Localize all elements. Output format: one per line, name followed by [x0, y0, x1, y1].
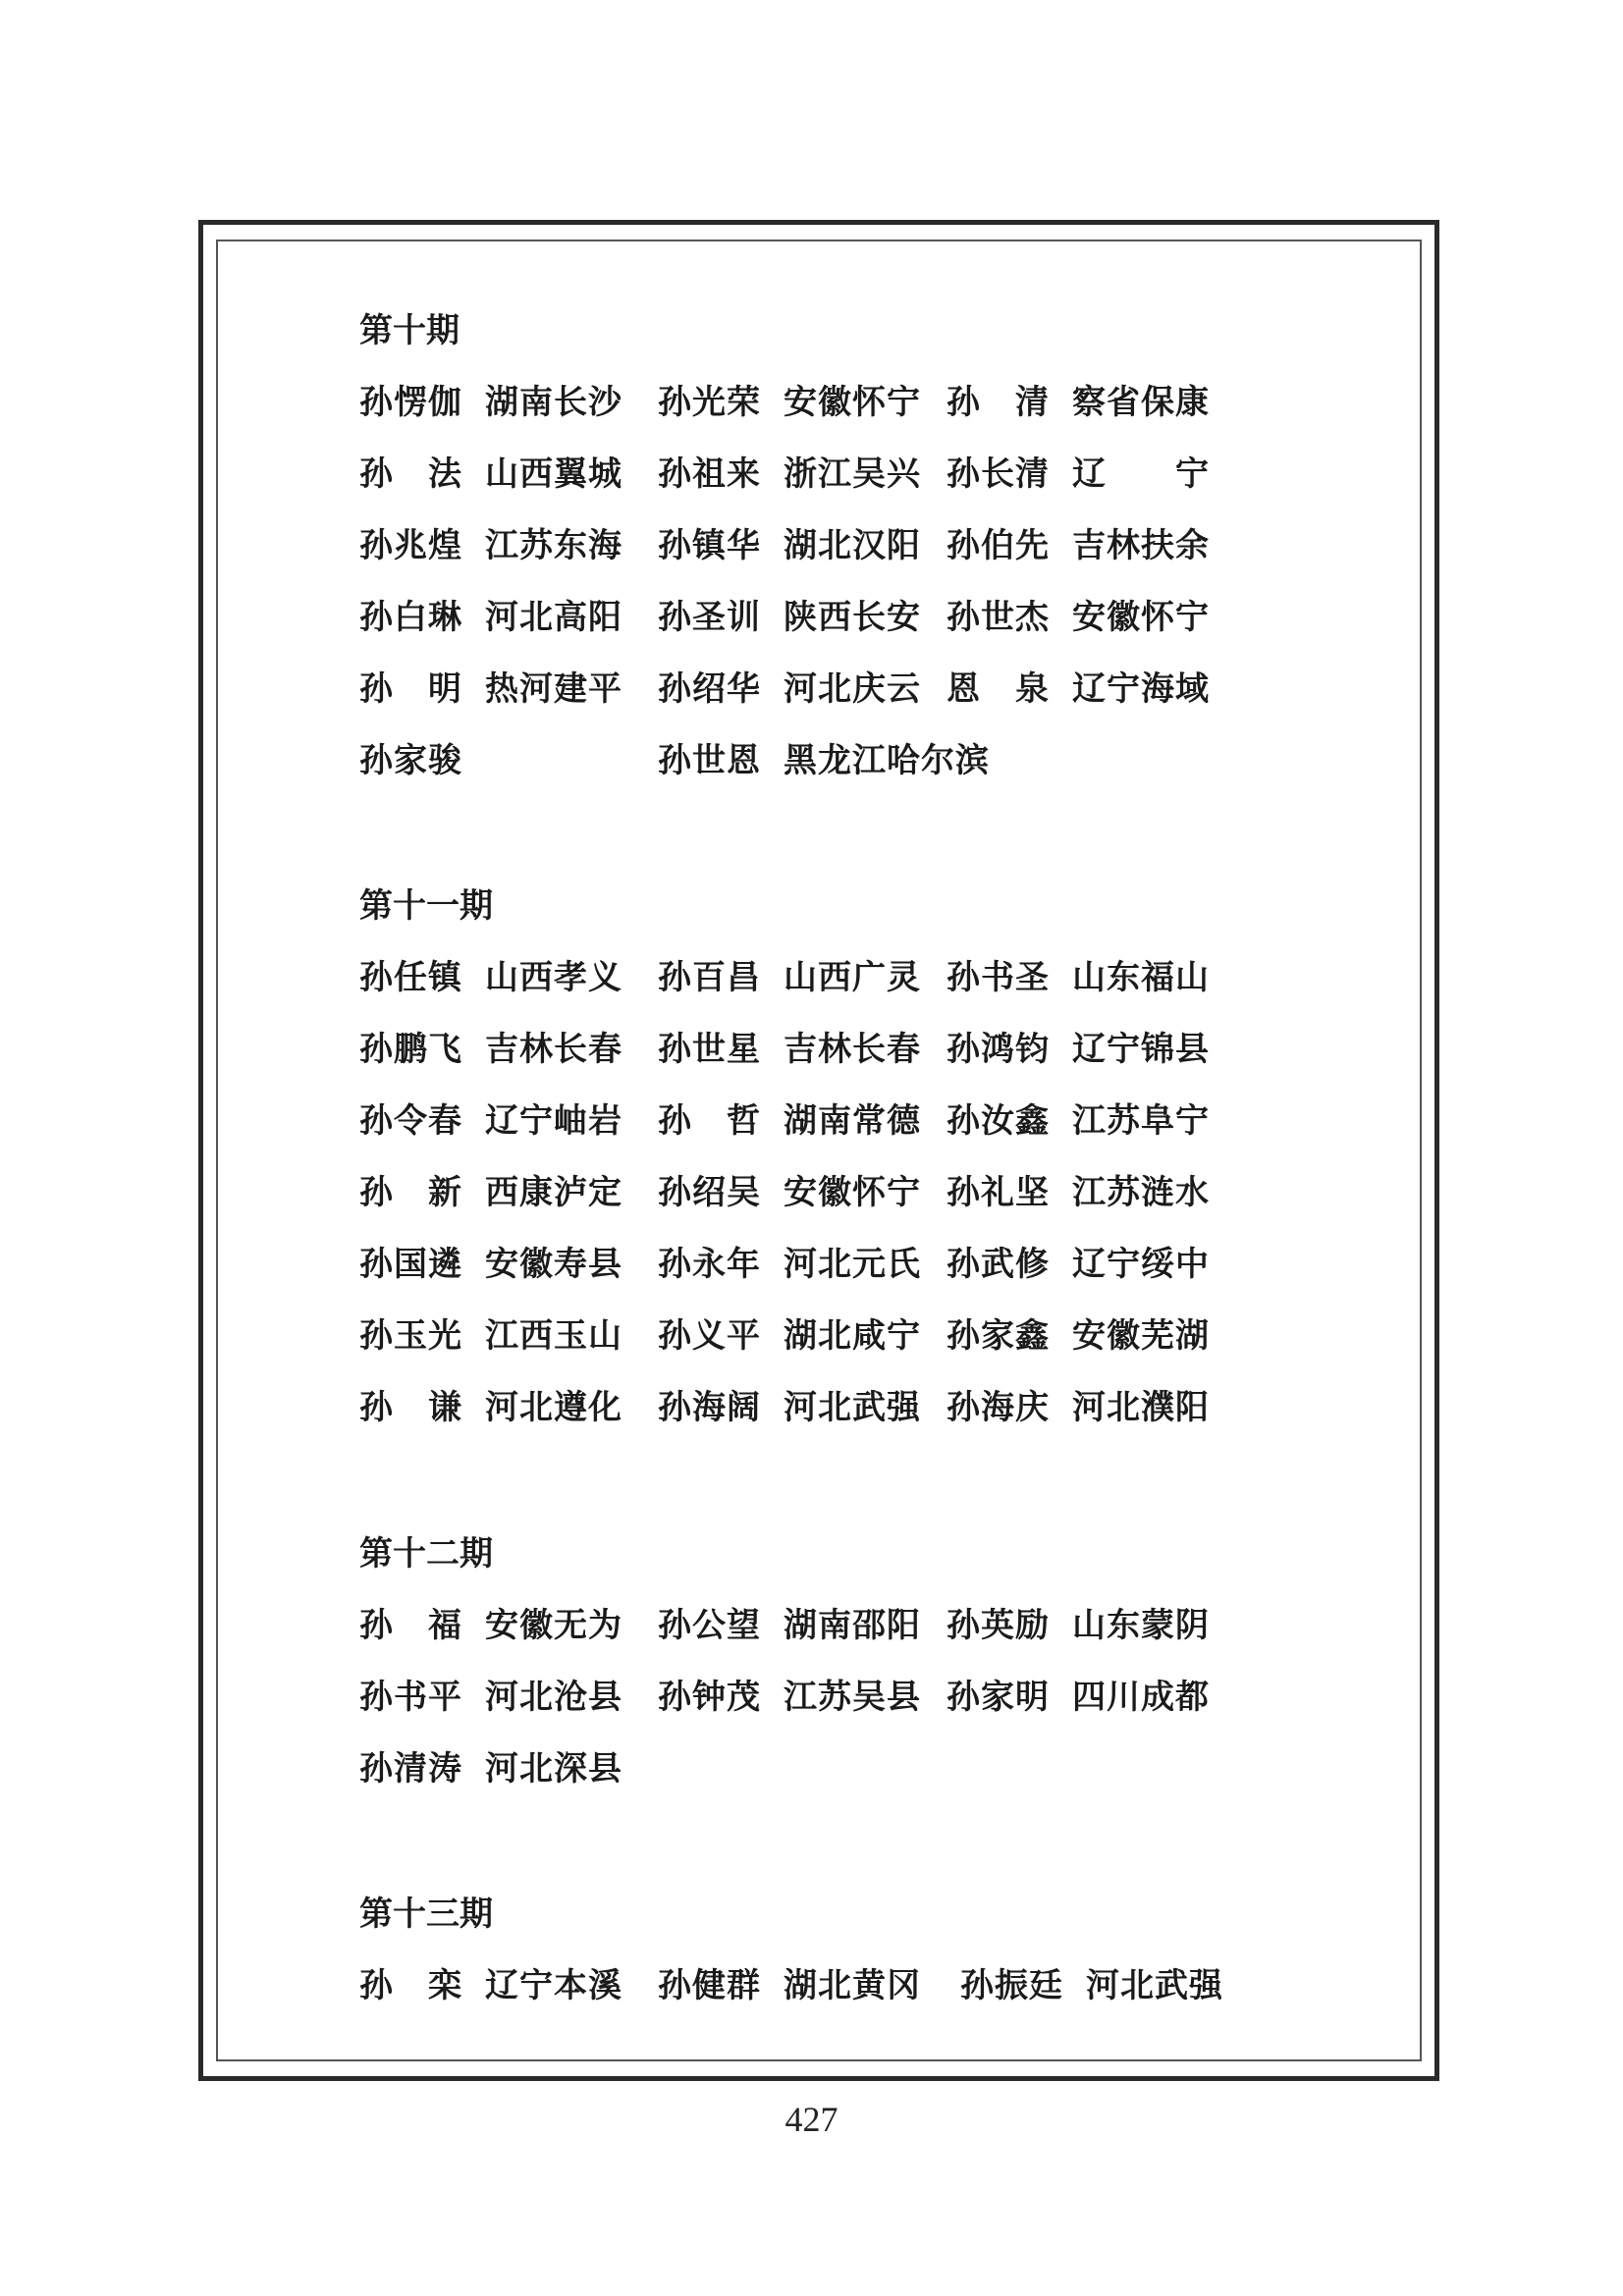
person-name: 孙清涛 [359, 1749, 462, 1789]
hometown: 西康泸定 [485, 1173, 622, 1212]
person-name: 孙 法 [359, 454, 462, 494]
hometown: 山西广灵 [784, 958, 921, 997]
roster-entry [947, 1229, 1210, 1301]
hometown: 河北沧县 [485, 1678, 622, 1717]
roster-entry [658, 725, 990, 797]
hometown: 安徽无为 [485, 1606, 622, 1645]
hometown: 陕西长安 [784, 598, 921, 637]
hometown: 湖南常德 [784, 1101, 921, 1141]
roster-row [359, 1372, 1210, 1444]
roster-entry [359, 1662, 622, 1734]
hometown: 安徽怀宁 [784, 383, 921, 422]
hometown: 江苏阜宁 [1072, 1101, 1210, 1141]
roster-entry [947, 367, 1210, 439]
person-name: 孙愣伽 [359, 383, 462, 422]
hometown: 河北元氏 [784, 1245, 921, 1284]
roster-entry [658, 1157, 921, 1229]
roster-entry [658, 1014, 921, 1086]
person-name: 孙 哲 [658, 1101, 761, 1141]
roster-entry [947, 510, 1210, 582]
roster-entry [359, 582, 622, 654]
hometown: 山东蒙阴 [1072, 1606, 1210, 1645]
roster-row [359, 510, 1210, 582]
roster-entry [359, 1086, 622, 1157]
person-name: 孙海阔 [658, 1388, 761, 1427]
roster-entry [658, 1301, 921, 1372]
hometown: 河北深县 [485, 1749, 622, 1789]
person-name: 孙玉光 [359, 1316, 462, 1356]
person-name: 孙家骏 [359, 741, 462, 780]
person-name: 孙圣训 [658, 598, 761, 637]
period-title: 第十三期 [359, 1895, 493, 1934]
roster-entry [947, 1086, 1210, 1157]
period-title: 第十二期 [359, 1534, 493, 1574]
roster-entry [947, 1014, 1210, 1086]
roster-row [359, 725, 990, 797]
person-name: 孙 栾 [359, 1966, 462, 2005]
person-name: 孙振廷 [960, 1966, 1063, 2005]
roster-row [359, 367, 1210, 439]
hometown: 江西玉山 [485, 1316, 622, 1356]
person-name: 恩 泉 [947, 669, 1050, 709]
hometown: 江苏吴县 [784, 1678, 921, 1717]
roster-row [359, 1229, 1210, 1301]
roster-entry [658, 1086, 921, 1157]
hometown: 热河建平 [485, 669, 622, 709]
person-name: 孙 谦 [359, 1388, 462, 1427]
person-name: 孙永年 [658, 1245, 761, 1284]
hometown: 山西孝义 [485, 958, 622, 997]
hometown: 河北武强 [1086, 1966, 1223, 2005]
roster-entry [359, 1014, 622, 1086]
hometown: 河北武强 [784, 1388, 921, 1427]
roster-row [359, 582, 1210, 654]
person-name: 孙武修 [947, 1245, 1050, 1284]
roster-entry [658, 654, 921, 725]
roster-entry [947, 582, 1210, 654]
hometown: 辽宁海域 [1072, 669, 1210, 709]
hometown: 吉林扶余 [1072, 526, 1210, 565]
hometown: 湖北咸宁 [784, 1316, 921, 1356]
hometown: 湖北黄冈 [784, 1966, 921, 2005]
person-name: 孙 福 [359, 1606, 462, 1645]
roster-entry [947, 942, 1210, 1014]
person-name: 孙家鑫 [947, 1316, 1050, 1356]
hometown: 湖南邵阳 [784, 1606, 921, 1645]
person-name: 孙百昌 [658, 958, 761, 997]
person-name: 孙钟茂 [658, 1678, 761, 1717]
roster-entry [658, 1662, 921, 1734]
roster-row [359, 1014, 1210, 1086]
hometown: 察省保康 [1072, 383, 1210, 422]
person-name: 孙 新 [359, 1173, 462, 1212]
hometown: 辽宁本溪 [485, 1966, 622, 2005]
roster-entry [359, 654, 622, 725]
roster-row [359, 1157, 1210, 1229]
person-name: 孙光荣 [658, 383, 761, 422]
section-period-13 [359, 1878, 1223, 2022]
roster-entry [658, 1372, 921, 1444]
roster-row [359, 1086, 1210, 1157]
roster-entry [947, 439, 1210, 510]
hometown: 湖北汉阳 [784, 526, 921, 565]
person-name: 孙书平 [359, 1678, 462, 1717]
roster-entry [359, 1301, 622, 1372]
person-name: 孙义平 [658, 1316, 761, 1356]
roster-entry [658, 367, 921, 439]
person-name: 孙祖来 [658, 454, 761, 494]
roster-row [359, 654, 1210, 725]
roster-entry [359, 725, 485, 797]
person-name: 孙任镇 [359, 958, 462, 997]
person-name: 孙世星 [658, 1030, 761, 1069]
roster-entry [359, 1229, 622, 1301]
roster-entry [359, 1734, 622, 1805]
person-name: 孙兆煌 [359, 526, 462, 565]
hometown: 辽 宁 [1072, 454, 1210, 494]
roster-entry [658, 1229, 921, 1301]
roster-entry [359, 1590, 622, 1662]
person-name: 孙汝鑫 [947, 1101, 1050, 1141]
person-name: 孙 清 [947, 383, 1050, 422]
hometown: 湖南长沙 [485, 383, 622, 422]
person-name: 孙鹏飞 [359, 1030, 462, 1069]
period-title: 第十期 [359, 311, 460, 350]
person-name: 孙健群 [658, 1966, 761, 2005]
roster-entry [359, 1157, 622, 1229]
roster-row [359, 1301, 1210, 1372]
hometown: 浙江吴兴 [784, 454, 921, 494]
person-name: 孙世恩 [658, 741, 761, 780]
person-name: 孙英励 [947, 1606, 1050, 1645]
hometown: 吉林长春 [485, 1030, 622, 1069]
roster-entry [947, 1372, 1210, 1444]
hometown: 河北庆云 [784, 669, 921, 709]
person-name: 孙礼坚 [947, 1173, 1050, 1212]
person-name: 孙镇华 [658, 526, 761, 565]
hometown: 辽宁绥中 [1072, 1245, 1210, 1284]
person-name: 孙绍吴 [658, 1173, 761, 1212]
hometown: 安徽芜湖 [1072, 1316, 1210, 1356]
hometown: 山东福山 [1072, 958, 1210, 997]
roster-entry [658, 1950, 921, 2022]
person-name: 孙令春 [359, 1101, 462, 1141]
hometown: 安徽怀宁 [784, 1173, 921, 1212]
person-name: 孙绍华 [658, 669, 761, 709]
hometown: 河北高阳 [485, 598, 622, 637]
roster-row [359, 1662, 1210, 1734]
hometown: 辽宁岫岩 [485, 1101, 622, 1141]
roster-row [359, 1950, 1223, 2022]
hometown: 安徽寿县 [485, 1245, 622, 1284]
person-name: 孙长清 [947, 454, 1050, 494]
page-number: 427 [784, 2100, 839, 2139]
roster-entry [359, 942, 622, 1014]
person-name: 孙国遴 [359, 1245, 462, 1284]
hometown: 辽宁锦县 [1072, 1030, 1210, 1069]
person-name: 孙书圣 [947, 958, 1050, 997]
roster-entry [960, 1950, 1223, 2022]
person-name: 孙海庆 [947, 1388, 1050, 1427]
roster-entry [359, 1372, 622, 1444]
roster-entry [658, 942, 921, 1014]
roster-entry [947, 654, 1210, 725]
roster-row [359, 439, 1210, 510]
person-name: 孙鸿钧 [947, 1030, 1050, 1069]
hometown: 河北濮阳 [1072, 1388, 1210, 1427]
person-name: 孙世杰 [947, 598, 1050, 637]
roster-entry [658, 510, 921, 582]
roster-row [359, 1734, 622, 1805]
roster-entry [947, 1157, 1210, 1229]
hometown: 四川成都 [1072, 1678, 1210, 1717]
roster-entry [658, 1590, 921, 1662]
roster-entry [658, 439, 921, 510]
roster-entry [359, 439, 622, 510]
hometown: 江苏涟水 [1072, 1173, 1210, 1212]
roster-entry [359, 1950, 622, 2022]
period-title: 第十一期 [359, 886, 493, 926]
roster-entry [359, 510, 622, 582]
hometown: 河北遵化 [485, 1388, 622, 1427]
person-name: 孙公望 [658, 1606, 761, 1645]
hometown: 山西翼城 [485, 454, 622, 494]
hometown: 安徽怀宁 [1072, 598, 1210, 637]
section-period-11 [359, 870, 1210, 1444]
hometown: 黑龙江哈尔滨 [784, 741, 990, 780]
roster-entry [658, 582, 921, 654]
hometown: 江苏东海 [485, 526, 622, 565]
person-name: 孙家明 [947, 1678, 1050, 1717]
roster-row [359, 942, 1210, 1014]
roster-row [359, 1590, 1210, 1662]
person-name: 孙白琳 [359, 598, 462, 637]
roster-entry [359, 367, 622, 439]
hometown: 吉林长春 [784, 1030, 921, 1069]
section-period-12 [359, 1518, 1210, 1805]
section-period-10 [359, 294, 1210, 797]
roster-entry [947, 1590, 1210, 1662]
person-name: 孙 明 [359, 669, 462, 709]
roster-entry [947, 1662, 1210, 1734]
roster-entry [947, 1301, 1210, 1372]
person-name: 孙伯先 [947, 526, 1050, 565]
